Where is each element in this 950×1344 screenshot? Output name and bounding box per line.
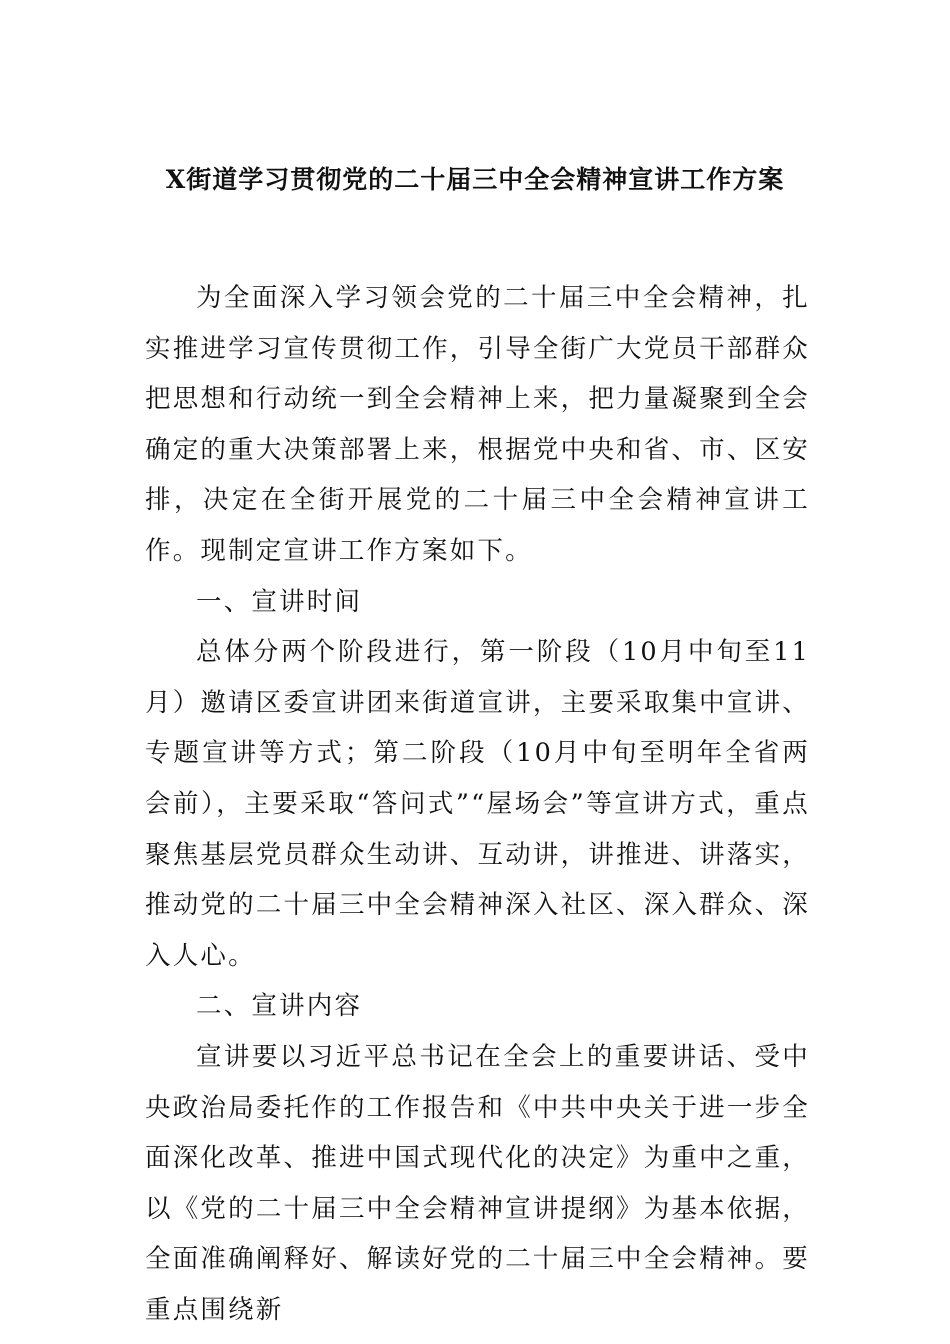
section-body-time: 总体分两个阶段进行，第一阶段（10月中旬至11月）邀请区委宣讲团来街道宣讲，主要采取集中宣讲、专题宣讲等方式；第二阶段（10月中旬至明年全省两会前），主要采取“答问式”“屋场会”等宣讲方式，重点聚焦基层党员群众生动讲、互动讲，讲推进、讲落实，推动党的二十届三中全会精神深入社区、深入群众、深入人心。	[145, 637, 810, 971]
section-heading-time: 一、宣讲时间	[196, 586, 363, 617]
document-body	[145, 273, 810, 1335]
intro-paragraph: 为全面深入学习领会党的二十届三中全会精神，扎实推进学习宣传贯彻工作，引导全街广大党员干部群众把思想和行动统一到全会精神上来，把力量凝聚到全会确定的重大决策部署上来，根据党中央和省、市、区安排，决定在全街开展党的二十届三中全会精神宣讲工作。现制定宣讲工作方案如下。	[145, 283, 810, 566]
document-title: X街道学习贯彻党的二十届三中全会精神宣讲工作方案	[165, 165, 785, 194]
section-heading-content: 二、宣讲内容	[196, 991, 363, 1022]
section-body-content: 宣讲要以习近平总书记在全会上的重要讲话、受中央政治局委托作的工作报告和《中共中央关于进一步全面深化改革、推进中国式现代化的决定》为重中之重，以《党的二十届三中全会精神宣讲提纲》为基本依据，全面准确阐释好、解读好党的二十届三中全会精神。要重点围绕新	[145, 1041, 810, 1325]
